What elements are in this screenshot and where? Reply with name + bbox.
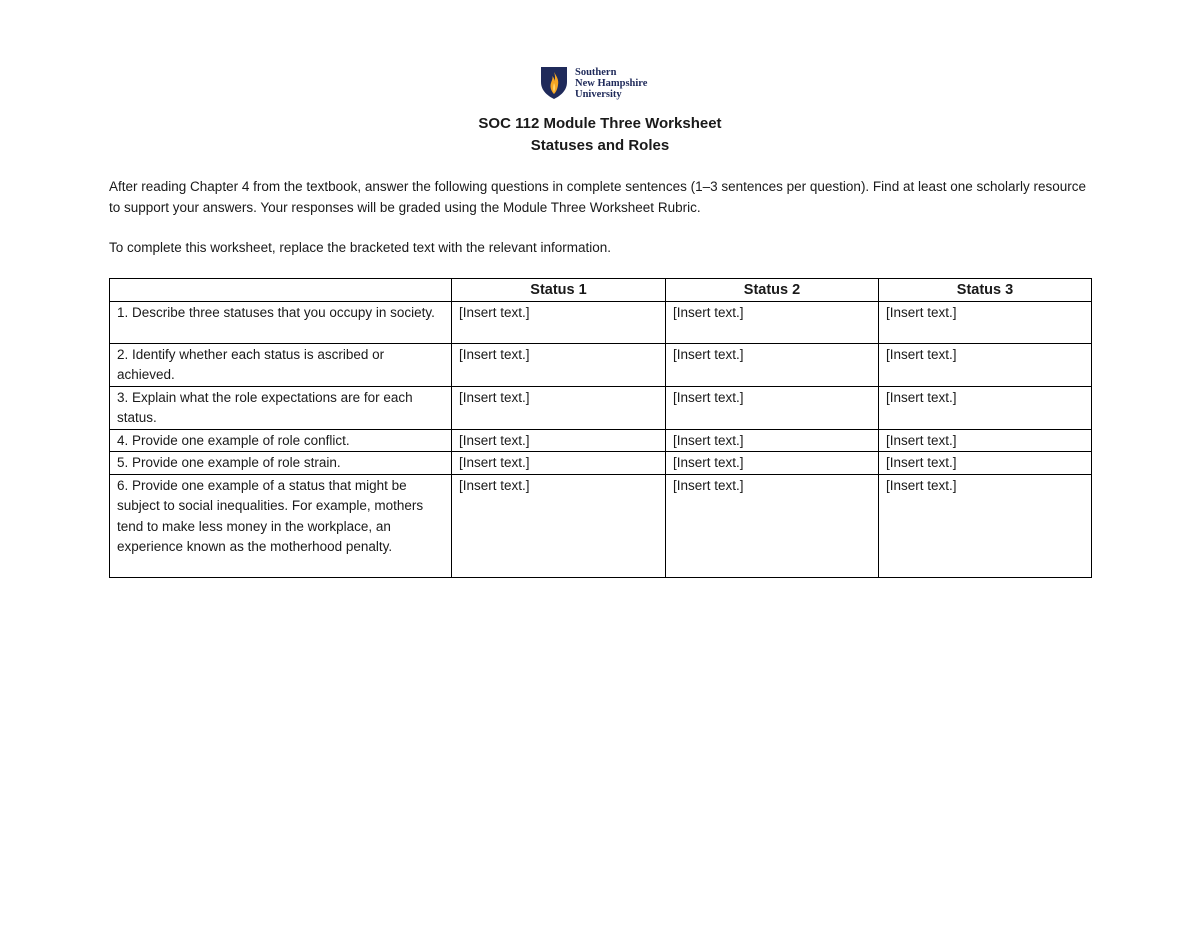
table-row (110, 474, 1092, 577)
header-status-1: Status 1 (452, 279, 666, 302)
answer-cell[interactable]: [Insert text.] (879, 429, 1092, 452)
answer-cell[interactable]: [Insert text.] (666, 474, 879, 577)
logo-line-3: University (575, 89, 622, 101)
instructions-paragraph-1: After reading Chapter 4 from the textbook, answer the following questions in complete sentences (1–3 sentences per question). Find at least one scholarly resource to support your answers. Your responses will be graded using the Module Three Worksheet Rubric. (109, 179, 1087, 215)
answer-cell[interactable]: [Insert text.] (452, 301, 666, 343)
answer-cell[interactable]: [Insert text.] (452, 343, 666, 386)
logo-wordmark (575, 67, 647, 101)
answer-cell[interactable]: [Insert text.] (452, 474, 666, 577)
snhu-logo (540, 66, 647, 101)
answer-cell[interactable]: [Insert text.] (879, 343, 1092, 386)
document-title: SOC 112 Module Three Worksheet (478, 115, 722, 132)
table-row (110, 343, 1092, 386)
question-cell: 2. Identify whether each status is ascribed or achieved. (110, 343, 452, 386)
table-row (110, 386, 1092, 429)
instructions (109, 177, 1089, 259)
answer-cell[interactable]: [Insert text.] (666, 343, 879, 386)
answer-cell[interactable]: [Insert text.] (452, 429, 666, 452)
question-cell: 4. Provide one example of role conflict. (110, 429, 452, 452)
table-row (110, 429, 1092, 452)
header-blank (110, 279, 452, 302)
answer-cell[interactable]: [Insert text.] (666, 386, 879, 429)
question-cell: 6. Provide one example of a status that might be subject to social inequalities. For example, mothers tend to make less money in the workplace, an experience known as the motherhood penalty. (110, 474, 452, 577)
title-block (0, 113, 1200, 157)
table-row (110, 452, 1092, 475)
worksheet-table (109, 278, 1092, 578)
logo-line-1: Southern (575, 67, 617, 78)
answer-cell[interactable]: [Insert text.] (879, 474, 1092, 577)
instructions-paragraph-2: To complete this worksheet, replace the bracketed text with the relevant information. (109, 240, 612, 255)
header-status-2: Status 2 (666, 279, 879, 302)
table-header-row (110, 279, 1092, 302)
question-cell: 5. Provide one example of role strain. (110, 452, 452, 475)
table-row (110, 301, 1092, 343)
answer-cell[interactable]: [Insert text.] (879, 301, 1092, 343)
answer-cell[interactable]: [Insert text.] (666, 452, 879, 475)
shield-flame-icon (540, 66, 568, 100)
question-cell: 1. Describe three statuses that you occupy in society. (110, 301, 452, 343)
answer-cell[interactable]: [Insert text.] (452, 386, 666, 429)
document-subtitle: Statuses and Roles (530, 137, 670, 154)
answer-cell[interactable]: [Insert text.] (666, 429, 879, 452)
answer-cell[interactable]: [Insert text.] (666, 301, 879, 343)
question-cell: 3. Explain what the role expectations are for each status. (110, 386, 452, 429)
header-status-3: Status 3 (879, 279, 1092, 302)
logo-line-2: New Hampshire (575, 78, 648, 90)
answer-cell[interactable]: [Insert text.] (879, 452, 1092, 475)
answer-cell[interactable]: [Insert text.] (452, 452, 666, 475)
answer-cell[interactable]: [Insert text.] (879, 386, 1092, 429)
